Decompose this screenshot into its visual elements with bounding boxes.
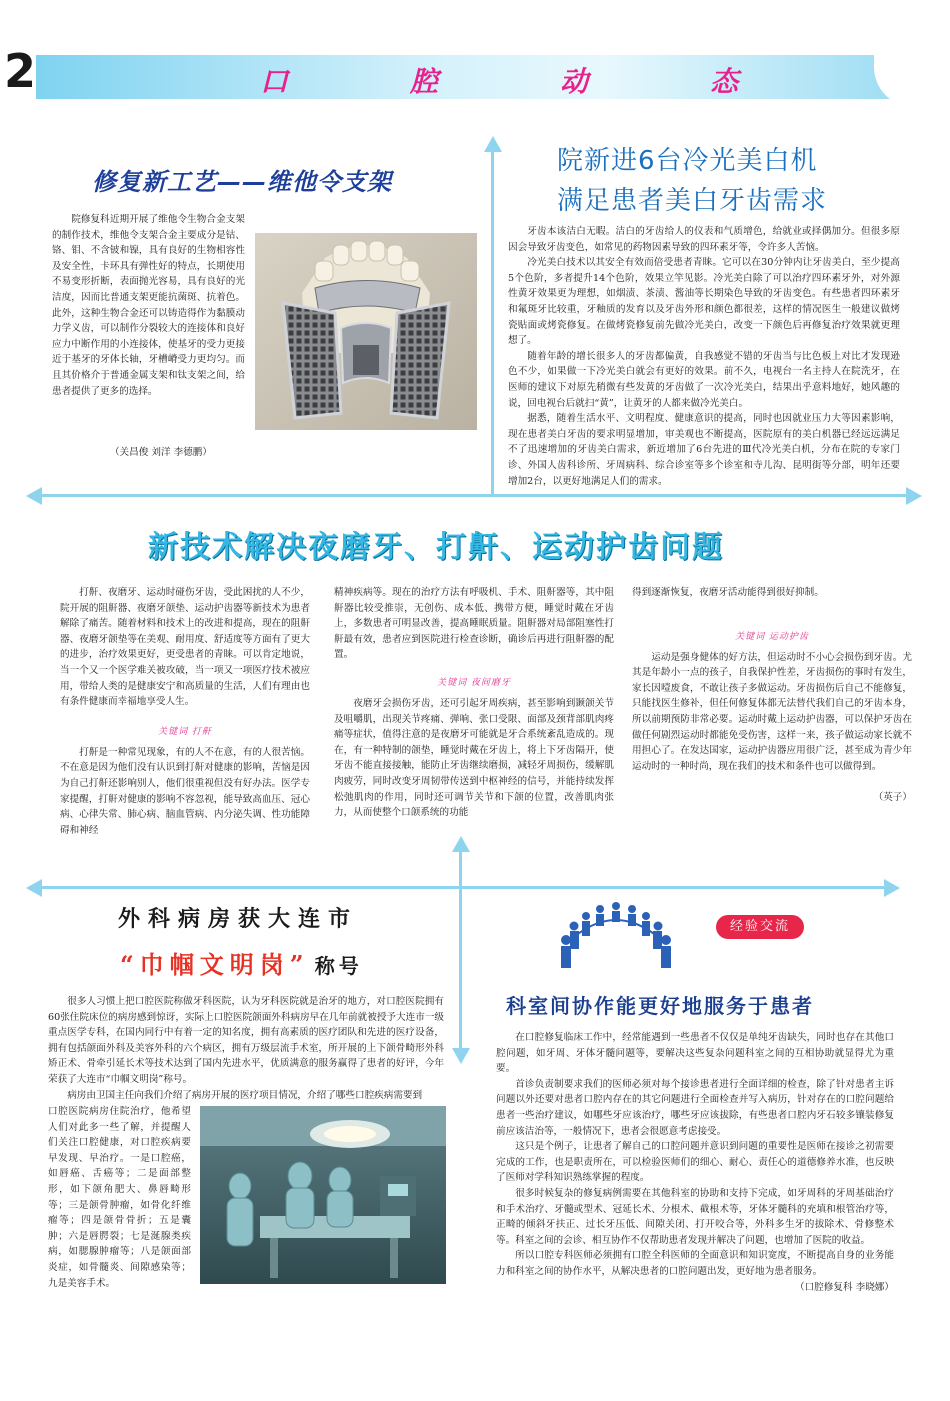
divider-horizontal-top bbox=[40, 494, 908, 497]
article3-paragraph: 打鼾、夜磨牙、运动时碰伤牙齿，受此困扰的人不少，院开展的阻鼾器、夜磨牙颌垫、运动护齿器等新技术为患者解除了痛苦。随着材料和技术上的改进和提高，现在的阻鼾器、夜磨牙颌垫等在美观、耐用度、舒适度等方面有了更大的进步，治疗效果更好，更受患者的青睐。可以肯定地说，当一个又一个医学难关被攻破，当一项又一项医疗技术被应用，带给人类的是健康安宁和高质量的生活，人们有理由也有条件健康而幸福地享受人生。 bbox=[60, 587, 310, 708]
arrow-up-icon bbox=[452, 836, 470, 852]
section-title-char: 腔 bbox=[409, 65, 440, 98]
article4-title-line1: 外科病房获大连市 bbox=[118, 906, 359, 932]
article2-paragraph: 牙齿本该洁白无暇。洁白的牙齿给人的仪表和气质增色，给就业或择偶加分。但很多原因会导致牙齿变色，如常见的药物因素导致的四环素牙等，令许多人苦恼。 bbox=[508, 226, 900, 253]
article3-credit: （英子） bbox=[873, 792, 912, 804]
article2-paragraph: 据悉，随着生活水平、文明程度、健康意识的提高，同时也因就业压力大等因素影响，现在患者美白牙齿的要求明显增加，审美观也不断提高，医院原有的美白机器已经远远满足不了迅速增加的牙齿美白需求，新近增加了6台先进的Ⅲ代冷光美白机，分布在院的专家门诊、外国人齿科诊所、牙周病科、综合诊室等多个诊室和寺儿沟、昆明街等分部，明年还要增加2台，以更好地满足人们的需求。 bbox=[508, 413, 900, 487]
section-title-char: 态 bbox=[709, 65, 740, 98]
article3-title: 新技术解决夜磨牙、打鼾、运动护齿问题 bbox=[148, 530, 724, 565]
arrow-up-icon bbox=[484, 136, 502, 152]
people-circle-icon bbox=[556, 900, 676, 970]
section-badge: 经验交流 bbox=[716, 915, 804, 939]
divider-vertical-top bbox=[491, 150, 494, 495]
article4-body bbox=[48, 994, 444, 1103]
keyword-label: 关键词 运动护齿 bbox=[735, 631, 809, 642]
article3-col1 bbox=[60, 585, 310, 838]
arrow-left-icon bbox=[26, 487, 42, 505]
framework-photo bbox=[255, 233, 477, 430]
article4-paragraph: 口腔医院病房住院治疗，他希望人们对此多一些了解，并提醒人们关注口腔健康，对口腔疾病要早发现、早治疗。一是口腔癌，如唇癌、舌癌等；二是面部整形，如下颌角肥大、鼻唇畸形等；三是颌骨肿瘤，如骨化纤维瘤等；四是颌骨骨折；五是囊肿；六是唇腭裂；七是涎腺类疾病，如腮腺肿瘤等；八是颌面部炎症，如骨髓炎、间隙感染等；九是美容手术。 bbox=[48, 1106, 191, 1289]
article1-title: 修复新工艺——维他令支架 bbox=[92, 168, 392, 196]
article5-body bbox=[496, 1030, 894, 1295]
article4-body-left bbox=[48, 1104, 191, 1291]
article4-paragraph: 很多人习惯上把口腔医院称做牙科医院，认为牙科医院就是治牙的地方，对口腔医院拥有60张住院床位的病房感到惊讶，实际上口腔医院颌面外科病房早在几年前就被授予大连市一级重点医学专科，在国内同行中有着一定的知名度，拥有高素质的医疗团队和先进的医疗设备，拥有包括颌面外科及美容外科的六个病区，拥有万级层流手术室，所开展的上下颌骨畸形外科矫正术、骨牵引延长术等技术达到了国内先进水平，优质满意的服务赢得了患者的好评，今年荣获了大连市“巾帼文明岗”称号。 bbox=[48, 996, 444, 1085]
article3-paragraph: 打鼾是一种常见现象，有的人不在意，有的人很苦恼。不在意是因为他们没有认识到打鼾对健康的影响，苦恼是因为自己打鼾还影响别人，他们很重视但没有好办法。医学专家提醒，打鼾对健康的影响不容忽视，能导致高血压、冠心病、心律失常、肺心病、脑血管病、内分泌失调、性功能障碍和神经 bbox=[60, 746, 310, 836]
article5-paragraph: 所以口腔专科医师必须拥有口腔全科医师的全面意识和知识宽度，不断提高自身的业务能力和科室之间的协作水平，从解决患者的口腔问题出发，更好地为患者服务。 bbox=[496, 1250, 894, 1277]
section-title-char: 动 bbox=[559, 65, 590, 98]
article3-paragraph: 运动是强身健体的好方法，但运动时不小心会损伤到牙齿。尤其是年龄小一点的孩子，自我保护性差，牙齿损伤的事时有发生，家长因噎废食，不敢让孩子多做运动。牙齿损伤后自己不能修复，只能找医生修补，但任何修复体都无法替代我们自己的牙齿本身，所以前期预防非常必要。运动时戴上运动护齿器，可以保护牙齿在做任何剧烈运动时都能免受伤害，这样一来，孩子做运动家长就不用担心了。在发达国家，运动护齿器应用很广泛，甚至成为青少年运动时的一种时尚，现在我们的技术和条件也可以做得到。 bbox=[632, 651, 912, 772]
article4-title-quote: “巾帼文明岗” bbox=[120, 950, 310, 979]
article3-col2 bbox=[334, 585, 614, 821]
article2-title-line1: 院新进6台冷光美白机 bbox=[557, 146, 818, 176]
article5-paragraph: 在口腔修复临床工作中，经常能遇到一些患者不仅仅是单纯牙齿缺失，同时也存在其他口腔问题，如牙周、牙体牙髓问题等，要解决这些复杂问题科室之间的互相协助就显得尤为重要。 bbox=[496, 1032, 894, 1075]
section-title bbox=[260, 60, 740, 98]
divider-horizontal-bottom bbox=[40, 886, 885, 889]
arrow-right-icon bbox=[906, 487, 922, 505]
article5-paragraph: 这只是个例子，让患者了解自己的口腔问题并意识到问题的重要性是医师在接诊之初需要完成的工作，也是职责所在，可以检验医师们的细心、耐心、责任心的道德修养水准，也反映了医师对学科知识熟练掌握的程度。 bbox=[496, 1141, 894, 1184]
keyword-label: 关键词 夜间磨牙 bbox=[437, 677, 511, 688]
page-number: 2 bbox=[4, 44, 37, 98]
keyword-label: 关键词 打鼾 bbox=[158, 726, 212, 737]
article3-paragraph: 得到逐渐恢复，夜磨牙活动能得到很好抑制。 bbox=[632, 587, 824, 598]
article4-paragraph: 病房由卫国主任向我们介绍了病房开展的医疗项目情况，介绍了哪些口腔疾病需要到 bbox=[67, 1089, 423, 1101]
article3-col3 bbox=[632, 585, 912, 805]
article2-paragraph: 冷光美白技术以其安全有效而倍受患者青睐。它可以在30分钟内让牙齿美白，至少提高5个色阶，多者提升14个色阶，效果立竿见影。冷光美白除了可以治疗四环素牙外，对外源性黄牙效果更为理想，如烟渍、茶渍、酱油等长期染色导致的牙齿变色。有些患者四环素牙和氟斑牙比较重，牙釉质的发育以及牙齿外形和颜色都很差，这样的情况医生一般建议做烤瓷贴面或烤瓷修复。在做烤瓷修复前先做冷光美白，改变一下颜色后再修复治疗效果就更理想了。 bbox=[508, 257, 900, 347]
section-title-char: 口 bbox=[260, 65, 291, 98]
article3-paragraph: 精神疾病等。现在的治疗方法有呼吸机、手术、阻鼾器等，其中阻鼾器比较受推崇，无创伤、成本低、携带方便，睡觉时戴在牙齿上，多数患者可明显改善，提高睡眠质量。阻鼾器对局部阻塞性打鼾最有效，患者应到医院进行检查诊断，确诊后再进行阻鼾器的配置。 bbox=[334, 587, 614, 661]
operating-room-photo bbox=[200, 1106, 446, 1284]
article1-paragraph: 院修复科近期开展了维他令生物合金支架的制作技术，维他令支架合金主要成分是钴、铬、钼、不含铍和镍，具有良好的生物相容性及安全性，卡环具有弹性好的特点，长期使用不易变形折断，表面抛光容易，具有良好的光洁度，因而比普通支架更能抗菌斑、抗着色。此外，这种生物合金还可以铸造得作为黏膜动力学义齿，可以制作分裂较大的连接体和良好应力中断作用的小连接体，使基牙的受力更接近于基牙的牙体长轴，牙槽嵴受力更均匀。而且其价格介于普通金属支架和钛支架之间，给患者提供了更多的选择。 bbox=[52, 214, 245, 397]
article4-title-line2 bbox=[120, 945, 440, 980]
arrow-down-icon bbox=[452, 1048, 470, 1064]
article5-paragraph: 很多时候复杂的修复病例需要在其他科室的协助和支持下完成，如牙周科的牙周基础治疗和手术治疗、牙髓或型术、冠延长术、分根术、截根术等，牙体牙髓科的充填和根管治疗等，正畸的倾斜牙扶正、过长牙压低、间隙关闭、打开咬合等，外科多生牙的拔除术、骨修整术等。科室之间的会诊、相互协作不仅帮助患者发现并解决了问题，也增加了医院的收益。 bbox=[496, 1187, 894, 1246]
divider-vertical-bottom bbox=[459, 850, 462, 1050]
article1-credit: （关昌俊 刘洋 李德鹏） bbox=[109, 447, 212, 458]
article4-title-tail: 称号 bbox=[314, 954, 363, 978]
article5-paragraph: 首诊负责制要求我们的医师必须对每个接诊患者进行全面详细的检查，除了针对患者主诉问题以外还要对患者口腔内存在的其它问题进行全面检查并写入病历，针对存在的口腔问题给患者一些治疗建议，如哪些牙应该治疗，哪些牙应该拔除，有些患者口腔内牙石较多镶装修复前应该洁治等，一般情况下，患者会很愿意考虑接受。 bbox=[496, 1078, 894, 1137]
article5-title: 科室间协作能更好地服务于患者 bbox=[506, 994, 814, 1018]
article2-paragraph: 随着年龄的增长很多人的牙齿都偏黄，自我感觉不错的牙齿当与比色板上对比才发现逊色不少，如果做一下冷光美白就会有更好的效果。前不久，电视台一名主持人在院洗牙，在医师的建议下对原先稍微有些发黄的牙齿做了一次冷光美白，结果出乎意料地好，她风趣的说，回电视台后就扫“黄”，让黄牙的人都来做冷光美白。 bbox=[508, 350, 900, 409]
arrow-right-icon bbox=[884, 879, 900, 897]
article1-body bbox=[52, 212, 245, 399]
article5-credit: （口腔修复科 李晓娜） bbox=[795, 1281, 894, 1293]
article3-paragraph: 夜磨牙会损伤牙齿，还可引起牙周疾病，甚至影响到颞颌关节及咀嚼肌，出现关节疼痛、弹响、张口受限、面部及颈背部肌肉疼痛等症状，值得注意的是夜磨牙可能就是牙合系统紊乱造成的。现在，有一种特制的颌垫，睡觉时戴在牙齿上，将上下牙齿隔开，使牙齿不能直接接触，能防止牙齿继续磨损，减轻牙周损伤，缓解肌肉疲劳，同时改变牙周韧带传送到中枢神经的信号，并能持续发挥松弛肌肉的作用，同时还可调节关节和下颌的位置，改善肌肉张力，从而使整个口颌系统的功能 bbox=[334, 697, 614, 819]
arrow-left-icon bbox=[26, 879, 42, 897]
article2-title-line2: 满足患者美白牙齿需求 bbox=[557, 186, 828, 216]
article2-body bbox=[508, 224, 900, 489]
